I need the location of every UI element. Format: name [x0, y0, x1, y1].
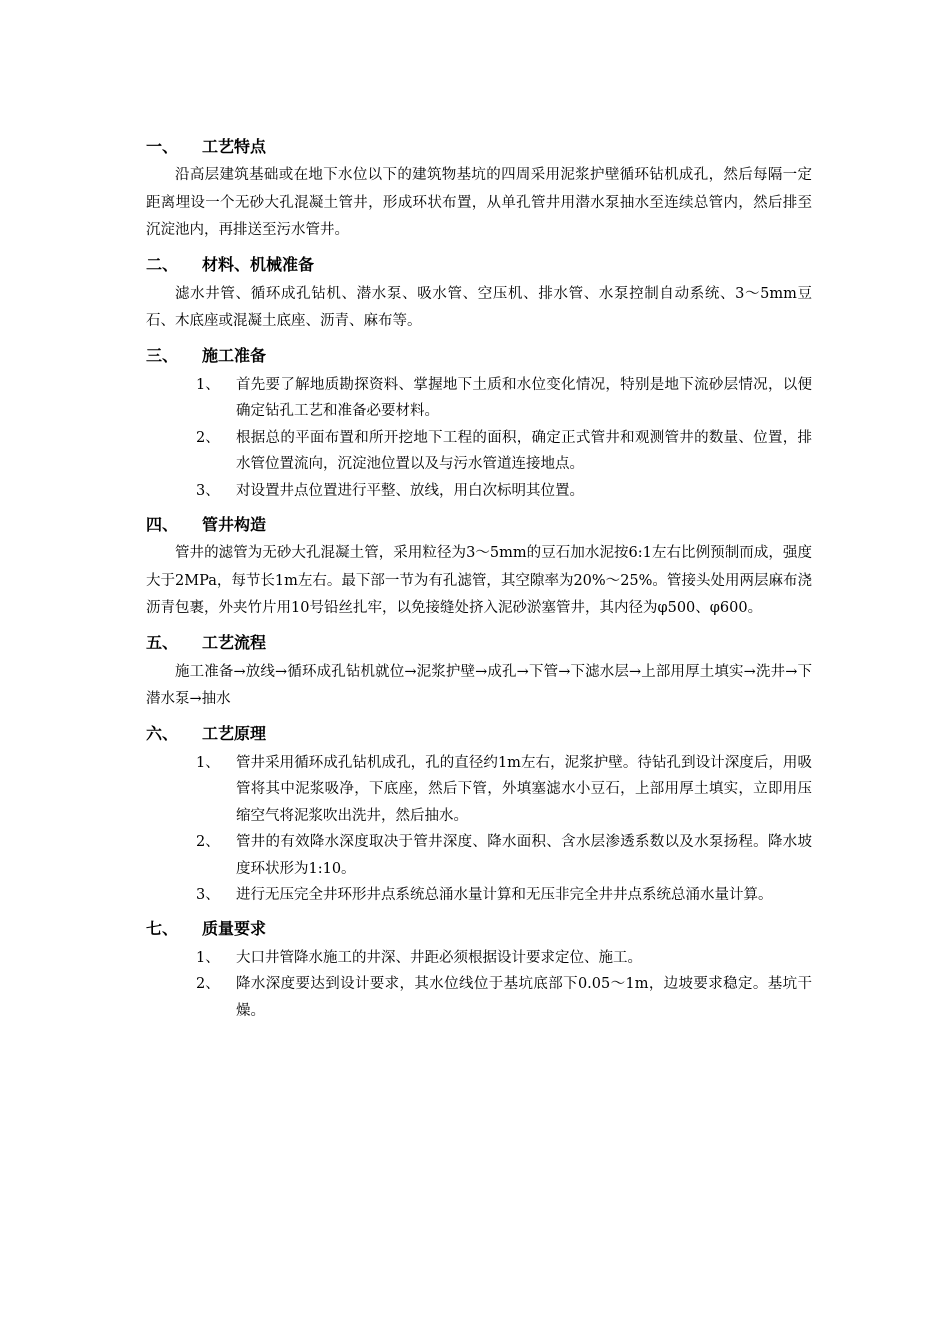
section-number: 三、: [146, 346, 179, 365]
section-process-flow: [146, 625, 812, 714]
section-number: 一、: [146, 136, 179, 156]
section-process-principle: [146, 716, 812, 909]
section-heading: [146, 625, 812, 659]
list-item-text: 降水深度要达到设计要求，其水位线位于基坑底部下0.05～1m，边坡要求稳定。基坑干燥。: [236, 976, 812, 1019]
list-item-number: 2、: [196, 834, 220, 850]
section-heading: [146, 338, 812, 372]
section-title: 质量要求: [202, 919, 267, 938]
list-item-number: 3、: [196, 482, 220, 499]
list-item: [146, 750, 812, 830]
section-heading: [146, 247, 812, 281]
list-item-number: 1、: [196, 376, 220, 393]
section-paragraph: 施工准备→放线→循环成孔钻机就位→泥浆护壁→成孔→下管→下滤水层→上部用厚土填实→洗井→下潜水泵→抽水: [146, 663, 812, 707]
section-title: 工艺流程: [202, 633, 267, 652]
section-materials-machinery: [146, 247, 812, 336]
section-process-features: [146, 128, 812, 245]
numbered-list: [146, 750, 812, 909]
section-well-structure: [146, 506, 812, 623]
list-item-text: 大口井管降水施工的井深、井距必须根据设计要求定位、施工。: [236, 949, 642, 966]
section-title: 施工准备: [202, 346, 267, 365]
section-number: 六、: [146, 724, 179, 743]
section-paragraph: 沿高层建筑基础或在地下水位以下的建筑物基坑的四周采用泥浆护壁循环钻机成孔，然后每隔一定距离埋设一个无砂大孔混凝土管井，形成环状布置，从单孔管井用潜水泵抽水至连续总管内，然后排至沉淀池内，再排送至污水管井。: [146, 167, 812, 238]
list-item-text: 对设置井点位置进行平整、放线，用白次标明其位置。: [236, 482, 584, 499]
section-heading: [146, 716, 812, 750]
list-item-number: 2、: [196, 976, 220, 992]
section-number: 五、: [146, 633, 179, 652]
list-item-text: 根据总的平面布置和所开挖地下工程的面积，确定正式管井和观测管井的数量、位置，排水管位置流向，沉淀池位置以及与污水管道连接地点。: [236, 429, 812, 472]
list-item: [146, 372, 812, 425]
section-heading: [146, 506, 812, 540]
numbered-list: [146, 372, 812, 505]
section-construction-preparation: [146, 338, 812, 505]
document-page: [146, 128, 812, 1024]
list-item-number: 3、: [196, 887, 220, 903]
section-paragraph: 滤水井管、循环成孔钻机、潜水泵、吸水管、空压机、排水管、水泵控制自动系统、3～5mm豆石、木底座或混凝土底座、沥青、麻布等。: [146, 285, 812, 329]
list-item: [146, 829, 812, 882]
list-item-text: 管井的有效降水深度取决于管井深度、降水面积、含水层渗透系数以及水泵扬程。降水坡度环状形为1:10。: [236, 834, 812, 877]
list-item: [146, 425, 812, 478]
list-item: [146, 478, 812, 505]
list-item-text: 管井采用循环成孔钻机成孔，孔的直径约1m左右，泥浆护壁。待钻孔到设计深度后，用吸管将其中泥浆吸净，下底座，然后下管，外填塞滤水小豆石，上部用厚土填实，立即用压缩空气将泥浆吹出洗井，然后抽水。: [236, 754, 812, 824]
section-number: 四、: [146, 514, 179, 534]
section-title: 管井构造: [202, 514, 267, 534]
list-item-number: 1、: [196, 754, 220, 771]
list-item-text: 首先要了解地质勘探资料、掌握地下土质和水位变化情况，特别是地下流砂层情况，以便确定钻孔工艺和准备必要材料。: [236, 376, 812, 419]
section-heading: [146, 128, 812, 162]
section-number: 二、: [146, 255, 179, 274]
list-item-number: 1、: [196, 949, 220, 966]
section-title: 工艺特点: [202, 136, 267, 156]
section-title: 工艺原理: [202, 724, 267, 743]
list-item-number: 2、: [196, 429, 220, 446]
numbered-list: [146, 945, 812, 1025]
section-paragraph: 管井的滤管为无砂大孔混凝土管，采用粒径为3～5mm的豆石加水泥按6:1左右比例预制而成，强度大于2MPa，每节长1m左右。最下部一节为有孔滤管，其空隙率为20%～25%。管接头处用两层麻布浇沥青包裹，外夹竹片用10号铅丝扎牢，以免接缝处挤入泥砂淤塞管井，其内径为φ500、φ600。: [146, 545, 812, 616]
list-item: [146, 945, 812, 972]
section-heading: [146, 911, 812, 945]
section-quality-requirements: [146, 911, 812, 1025]
list-item-text: 进行无压完全井环形井点系统总涌水量计算和无压非完全井井点系统总涌水量计算。: [236, 887, 773, 903]
section-title: 材料、机械准备: [202, 255, 315, 274]
list-item: [146, 971, 812, 1024]
list-item: [146, 882, 812, 909]
section-number: 七、: [146, 919, 179, 938]
